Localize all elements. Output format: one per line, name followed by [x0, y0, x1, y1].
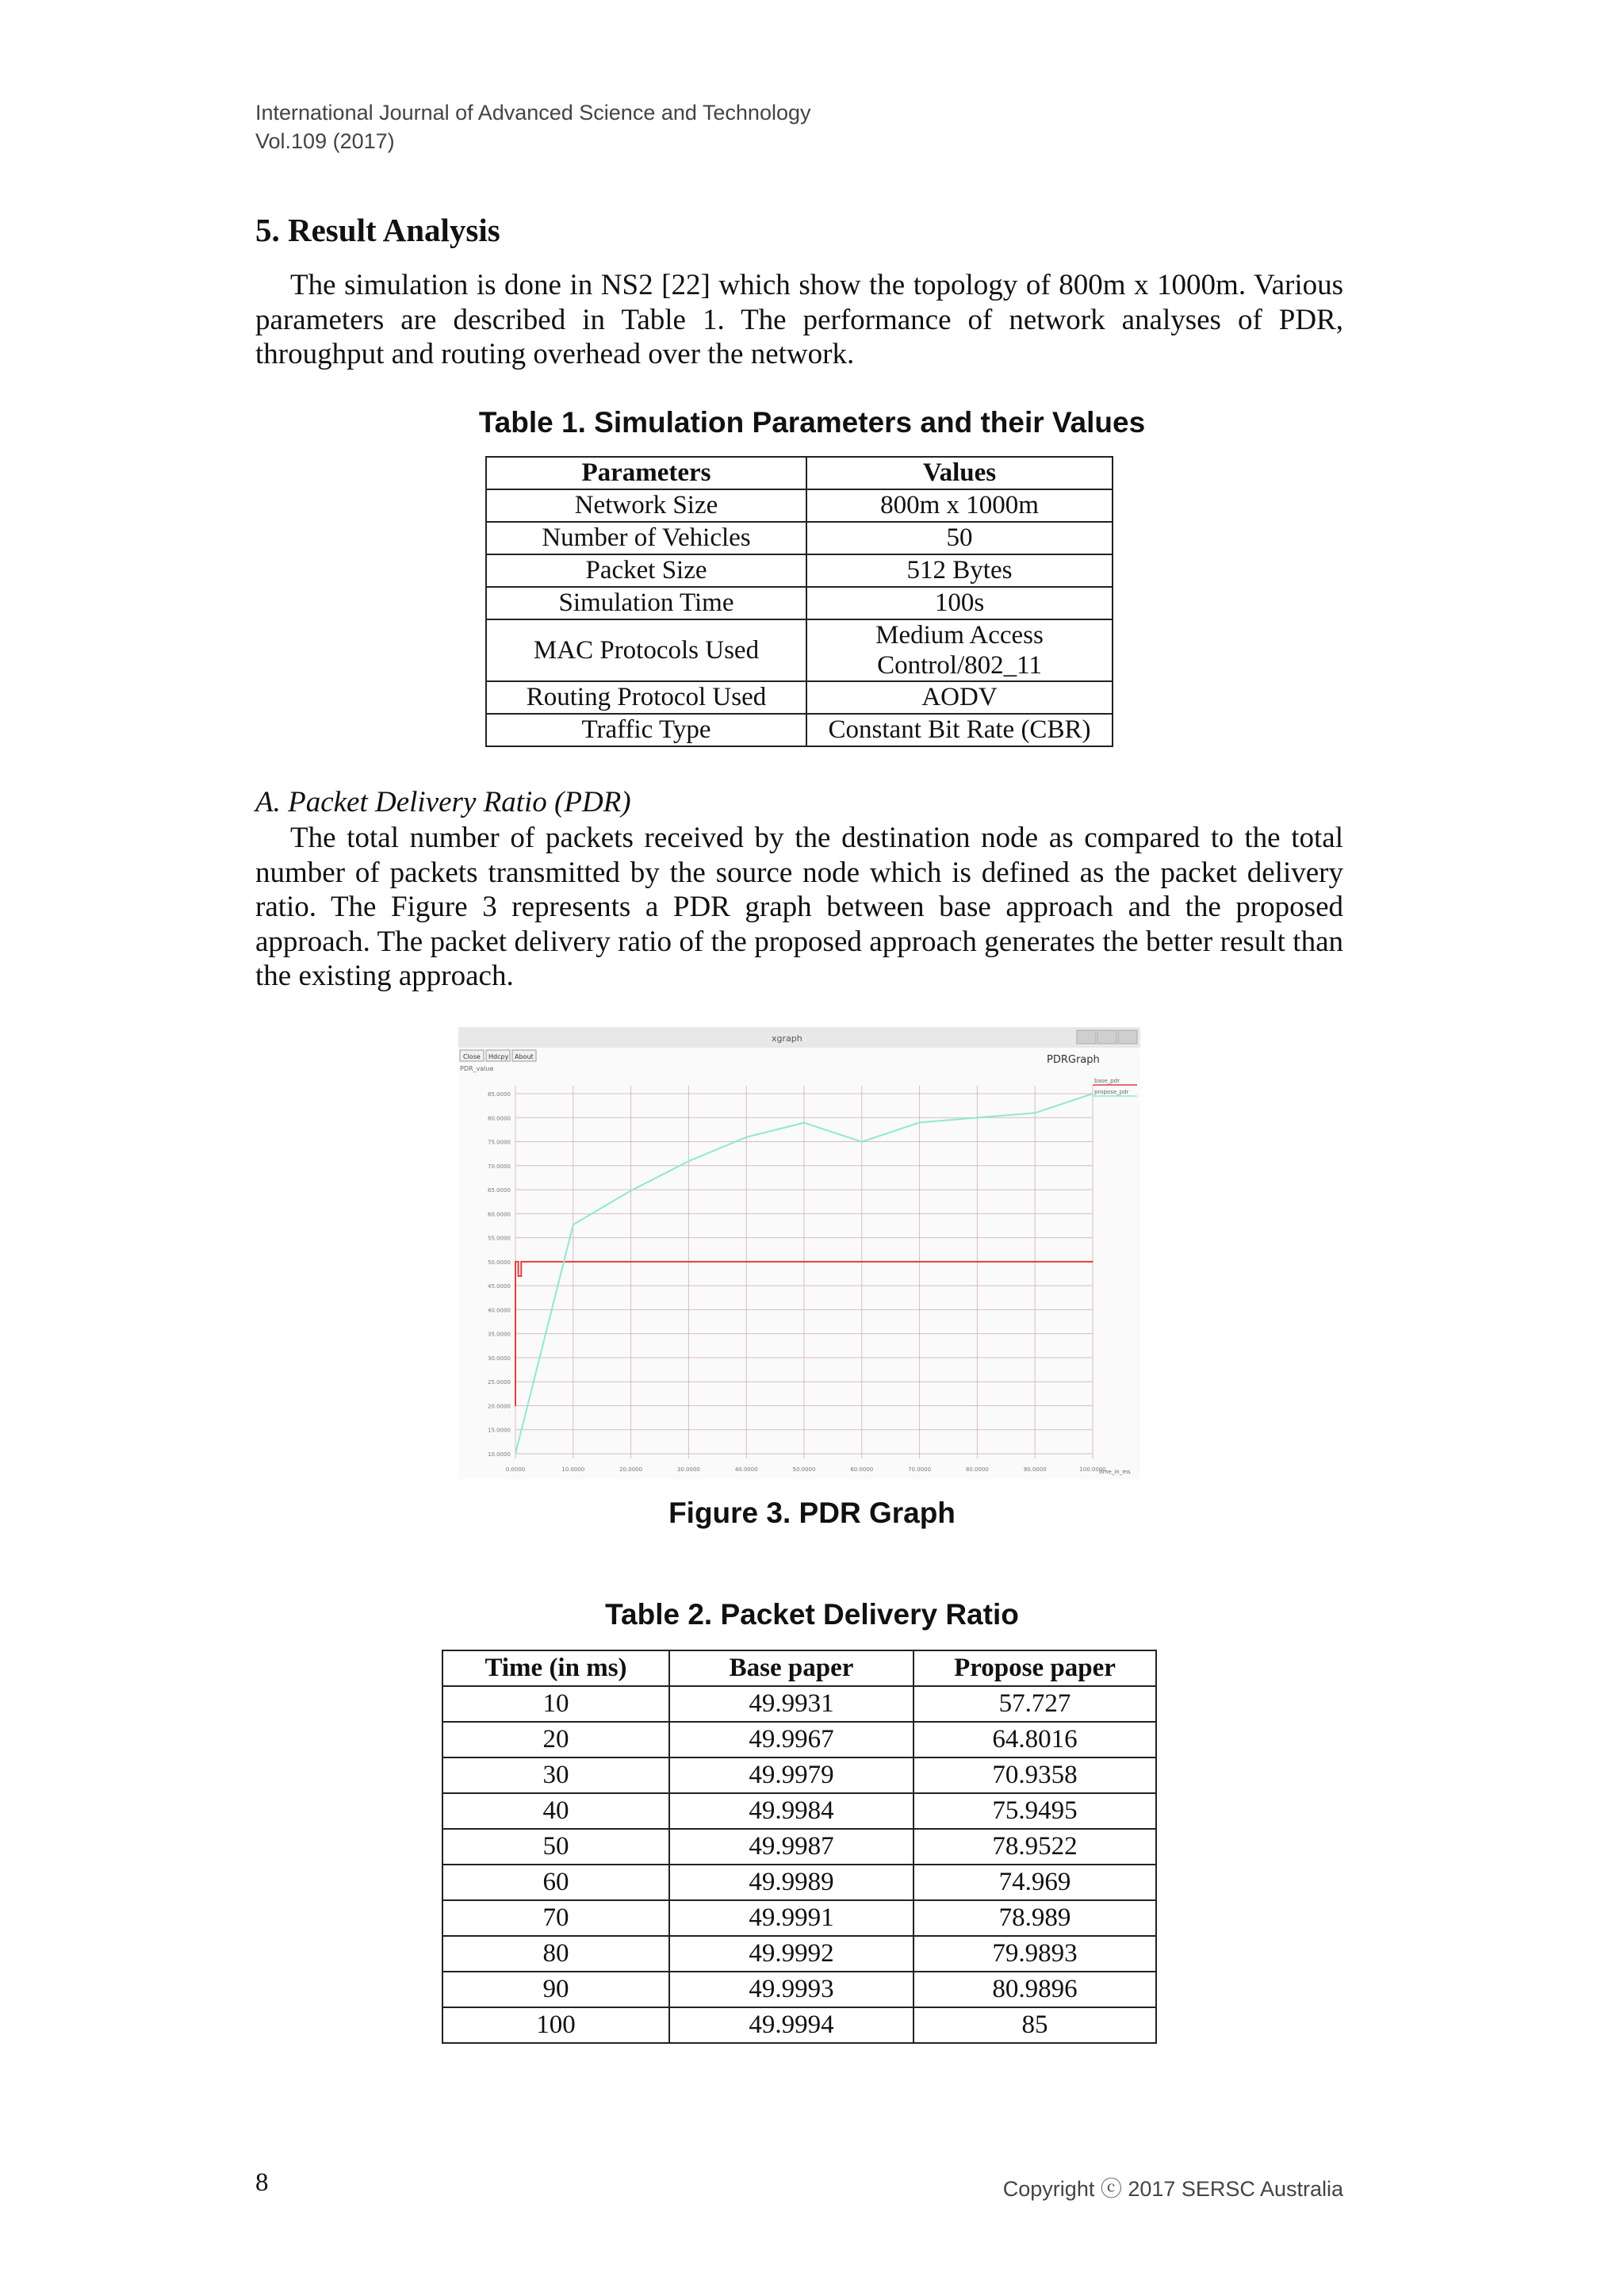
- intro-text: The simulation is done in NS2 [22] which show the topology of 800m x 1000m. Various parameters are described in Table 1. The performance of network analyses of PDR, throughput and routing overhead over the network.: [255, 269, 1343, 370]
- data-point-base-pdr: [861, 1261, 863, 1263]
- table-header-cell: Propose paper: [914, 1650, 1156, 1686]
- y-tick-label: 40.0000: [488, 1307, 511, 1314]
- y-tick-label: 60.0000: [488, 1211, 511, 1218]
- y-tick-label: 65.0000: [488, 1187, 511, 1194]
- hdcpy-button-label: Hdcpy: [488, 1053, 509, 1060]
- table-cell: 50: [442, 1829, 669, 1865]
- table-cell: 78.989: [914, 1900, 1156, 1936]
- figure-background: [458, 1027, 1140, 1479]
- table-cell: 75.9495: [914, 1793, 1156, 1829]
- table-cell: Simulation Time: [486, 587, 806, 619]
- table-header-row: [486, 457, 1113, 489]
- y-tick-label: 30.0000: [488, 1355, 511, 1362]
- y-tick-label: 15.0000: [488, 1427, 511, 1434]
- data-point-base-pdr: [515, 1405, 516, 1407]
- data-point-base-pdr: [1092, 1261, 1094, 1263]
- y-tick-label: 50.0000: [488, 1259, 511, 1266]
- table-cell: 30: [442, 1757, 669, 1793]
- data-point-base-pdr: [803, 1261, 805, 1263]
- page-number: 8: [255, 2168, 269, 2197]
- data-point-base-pdr: [977, 1261, 979, 1263]
- table-header-cell: Parameters: [486, 457, 806, 489]
- pdr-text: The total number of packets received by the destination node as compared to the total number of packets transmitted by the source node which is defined as the packet delivery ratio. The Figure 3 represents a PDR graph between base approach and the proposed approach. The packet delivery ratio of the proposed approach generates the better result than the existing approach.: [255, 822, 1343, 992]
- y-tick-label: 85.0000: [488, 1091, 511, 1098]
- running-header: [255, 98, 811, 155]
- table1-caption: Table 1. Simulation Parameters and their Values: [478, 406, 1146, 439]
- table-cell: 49.9984: [669, 1793, 914, 1829]
- y-tick-label: 20.0000: [488, 1403, 511, 1410]
- data-point-propose-pdr: [919, 1122, 921, 1124]
- legend-base-label: base_pdr: [1094, 1078, 1120, 1084]
- pdr-graph-svg: [458, 1027, 1140, 1479]
- data-point-propose-pdr: [1034, 1112, 1036, 1114]
- y-tick-label: 75.0000: [488, 1139, 511, 1146]
- table-cell: 50: [806, 522, 1113, 554]
- table-cell: 800m x 1000m: [806, 489, 1113, 522]
- table-row: [486, 522, 1113, 554]
- data-point-propose-pdr: [861, 1141, 863, 1143]
- table-cell: 78.9522: [914, 1829, 1156, 1865]
- table-cell: Constant Bit Rate (CBR): [806, 714, 1113, 746]
- table-cell: 20: [442, 1722, 669, 1757]
- x-tick-label: 20.0000: [619, 1466, 643, 1473]
- maximize-button[interactable]: [1097, 1030, 1116, 1044]
- table-row: [442, 1972, 1156, 2007]
- journal-volume: Vol.109 (2017): [255, 129, 395, 153]
- y-tick-label: 80.0000: [488, 1115, 511, 1122]
- data-point-propose-pdr: [745, 1137, 747, 1138]
- data-point-propose-pdr: [573, 1224, 574, 1225]
- data-point-propose-pdr: [688, 1160, 690, 1162]
- table-cell: AODV: [806, 681, 1113, 714]
- table-cell: 49.9931: [669, 1686, 914, 1722]
- figure-caption: Figure 3. PDR Graph: [668, 1497, 956, 1529]
- table-row: [442, 1900, 1156, 1936]
- data-point-base-pdr: [919, 1261, 921, 1263]
- table-row: [486, 681, 1113, 714]
- table-cell: Traffic Type: [486, 714, 806, 746]
- table-row: [486, 554, 1113, 587]
- table-row: [442, 1936, 1156, 1972]
- close-window-button[interactable]: [1118, 1030, 1137, 1044]
- intro-paragraph: [255, 268, 1343, 372]
- subsection-heading: A. Packet Delivery Ratio (PDR): [255, 786, 631, 818]
- table-row: [442, 1757, 1156, 1793]
- table-cell: 10: [442, 1686, 669, 1722]
- graph-title: PDRGraph: [1047, 1054, 1100, 1066]
- data-point-base-pdr: [573, 1261, 574, 1263]
- table-row: [442, 1722, 1156, 1757]
- table-cell: 80.9896: [914, 1972, 1156, 2007]
- y-tick-label: 55.0000: [488, 1235, 511, 1242]
- x-tick-label: 30.0000: [676, 1466, 700, 1473]
- data-point-propose-pdr: [515, 1453, 516, 1455]
- x-tick-label: 80.0000: [965, 1466, 989, 1473]
- table-cell: 49.9992: [669, 1936, 914, 1972]
- data-point-base-pdr: [518, 1275, 519, 1277]
- data-point-base-pdr: [520, 1275, 522, 1277]
- pdr-paragraph: [255, 821, 1343, 994]
- y-tick-label: 10.0000: [488, 1451, 511, 1458]
- x-axis-name: time_in_ms: [1099, 1469, 1131, 1475]
- table-row: [442, 1865, 1156, 1900]
- table-cell: Packet Size: [486, 554, 806, 587]
- journal-name: International Journal of Advanced Science and Technology: [255, 101, 811, 125]
- table-cell: 70: [442, 1900, 669, 1936]
- table-row: [486, 489, 1113, 522]
- table-row: [442, 2007, 1156, 2043]
- table-cell: 49.9994: [669, 2007, 914, 2043]
- table-row: [442, 1793, 1156, 1829]
- table-header-cell: Time (in ms): [442, 1650, 669, 1686]
- y-tick-label: 25.0000: [488, 1379, 511, 1386]
- cell-line: Control/802_11: [877, 651, 1042, 680]
- table-cell: MAC Protocols Used: [486, 619, 806, 681]
- table-header-cell: Values: [806, 457, 1113, 489]
- simulation-parameters-table: [485, 456, 1113, 747]
- data-point-propose-pdr: [803, 1122, 805, 1124]
- table-cell: 74.969: [914, 1865, 1156, 1900]
- table-cell: Routing Protocol Used: [486, 681, 806, 714]
- table-cell: Network Size: [486, 489, 806, 522]
- table-cell: 100s: [806, 587, 1113, 619]
- minimize-button[interactable]: [1077, 1030, 1096, 1044]
- table-row: [486, 619, 1113, 681]
- table-cell: 49.9979: [669, 1757, 914, 1793]
- table-cell: 79.9893: [914, 1936, 1156, 1972]
- table-cell: 49.9991: [669, 1900, 914, 1936]
- table-cell: 49.9989: [669, 1865, 914, 1900]
- table-cell: 512 Bytes: [806, 554, 1113, 587]
- pdr-figure: [458, 1027, 1140, 1479]
- x-tick-label: 10.0000: [561, 1466, 585, 1473]
- legend-propose-label: propose_pdr: [1094, 1089, 1129, 1095]
- table-cell: 40: [442, 1793, 669, 1829]
- table-cell: 70.9358: [914, 1757, 1156, 1793]
- table-header-cell: Base paper: [669, 1650, 914, 1686]
- window-title: xgraph: [772, 1033, 802, 1044]
- table-row: [442, 1829, 1156, 1865]
- table-cell: 90: [442, 1972, 669, 2007]
- data-point-propose-pdr: [977, 1117, 979, 1119]
- table-row: [486, 587, 1113, 619]
- x-tick-label: 0.0000: [505, 1466, 526, 1473]
- table-cell-two-line: [806, 619, 1113, 681]
- table-cell: Number of Vehicles: [486, 522, 806, 554]
- data-point-base-pdr: [745, 1261, 747, 1263]
- table-cell: 100: [442, 2007, 669, 2043]
- table2-caption: Table 2. Packet Delivery Ratio: [605, 1598, 1019, 1631]
- data-point-base-pdr: [688, 1261, 690, 1263]
- table-cell: 49.9993: [669, 1972, 914, 2007]
- table-row: [486, 714, 1113, 746]
- x-tick-label: 90.0000: [1023, 1466, 1047, 1473]
- table-row: [442, 1686, 1156, 1722]
- copyright-notice: Copyright ⓒ 2017 SERSC Australia: [1002, 2177, 1343, 2201]
- y-tick-label: 35.0000: [488, 1331, 511, 1338]
- x-tick-label: 50.0000: [792, 1466, 816, 1473]
- section-title: 5. Result Analysis: [255, 212, 500, 248]
- data-point-base-pdr: [520, 1261, 522, 1263]
- packet-delivery-ratio-table: [442, 1650, 1157, 2044]
- table-cell: 57.727: [914, 1686, 1156, 1722]
- x-tick-label: 40.0000: [734, 1466, 758, 1473]
- data-point-base-pdr: [515, 1261, 516, 1263]
- cell-line: Medium Access: [875, 621, 1044, 650]
- data-point-base-pdr: [518, 1261, 519, 1263]
- close-button-label: Close: [463, 1053, 481, 1060]
- data-point-propose-pdr: [1092, 1093, 1094, 1094]
- y-tick-label: 70.0000: [488, 1163, 511, 1170]
- table-cell: 49.9967: [669, 1722, 914, 1757]
- table-header-row: [442, 1650, 1156, 1686]
- table-cell: 49.9987: [669, 1829, 914, 1865]
- data-point-base-pdr: [1034, 1261, 1036, 1263]
- x-tick-label: 100.0000: [1079, 1466, 1106, 1473]
- y-axis-name: PDR_value: [460, 1065, 494, 1072]
- table-cell: 60: [442, 1865, 669, 1900]
- data-point-propose-pdr: [630, 1190, 632, 1191]
- table-cell: 85: [914, 2007, 1156, 2043]
- about-button-label: About: [515, 1053, 534, 1060]
- table-cell: 80: [442, 1936, 669, 1972]
- x-tick-label: 60.0000: [850, 1466, 874, 1473]
- y-tick-label: 45.0000: [488, 1283, 511, 1290]
- data-point-base-pdr: [630, 1261, 632, 1263]
- table-cell: 64.8016: [914, 1722, 1156, 1757]
- x-tick-label: 70.0000: [908, 1466, 932, 1473]
